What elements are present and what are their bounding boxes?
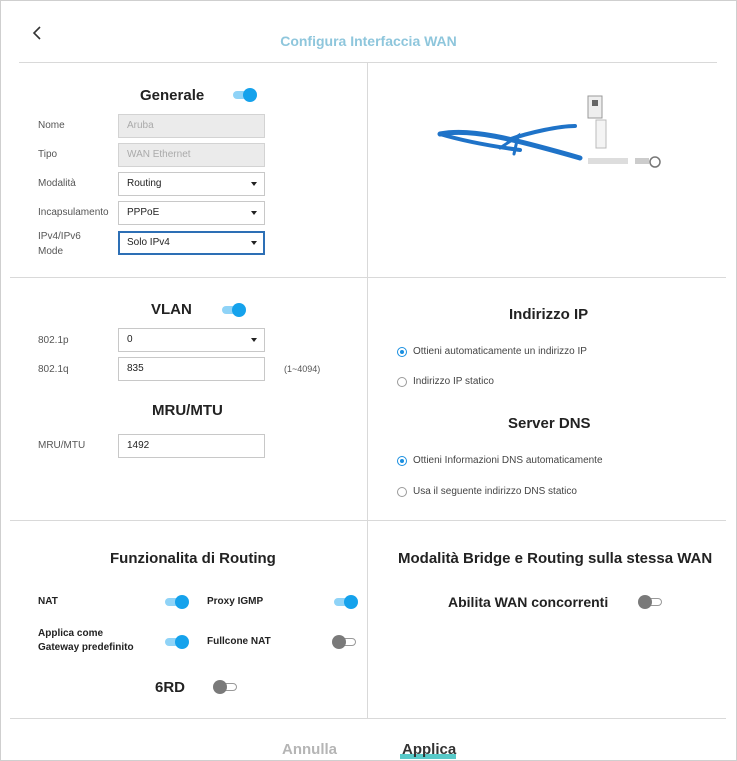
incapsulamento-label: Incapsulamento — [38, 207, 109, 218]
gateway-label-line2: Gateway predefinito — [38, 642, 134, 653]
vlan-title: VLAN — [151, 301, 192, 318]
ipv4ipv6-select[interactable] — [118, 231, 265, 255]
wan-diagram-image — [430, 88, 670, 188]
caret-down-icon — [251, 182, 257, 186]
ip-option-auto[interactable] — [397, 346, 587, 357]
generale-title: Generale — [140, 87, 205, 104]
ip-option-static-label: Indirizzo IP statico — [413, 376, 494, 387]
fullcone-label: Fullcone NAT — [207, 636, 271, 647]
dns-option-auto[interactable] — [397, 455, 603, 466]
vlan-toggle[interactable] — [220, 303, 246, 317]
ip-option-auto-label: Ottieni automaticamente un indirizzo IP — [413, 346, 587, 357]
page-title: Configura Interfaccia WAN — [280, 33, 457, 49]
divider — [19, 62, 717, 63]
proxy-igmp-toggle[interactable] — [332, 595, 358, 609]
divider — [10, 718, 726, 719]
apply-button[interactable]: Applica — [402, 741, 457, 758]
radio-checked[interactable] — [397, 347, 407, 357]
proxy-igmp-label: Proxy IGMP — [207, 596, 264, 607]
tipo-label: Tipo — [38, 149, 58, 160]
ipv4ipv6-label-line2: Mode — [38, 246, 64, 257]
dns-option-static-label: Usa il seguente indirizzo DNS statico — [413, 486, 577, 497]
routing-title: Funzionalita di Routing — [110, 550, 276, 567]
radio-unchecked[interactable] — [397, 487, 407, 497]
bridge-title: Modalità Bridge e Routing sulla stessa WAN — [398, 550, 713, 567]
p8021q-input[interactable]: 835 — [118, 357, 265, 381]
p8021p-value: 0 — [127, 334, 133, 345]
mru-title: MRU/MTU — [152, 402, 223, 419]
mru-label: MRU/MTU — [38, 440, 86, 451]
nome-label: Nome — [38, 120, 65, 131]
incapsulamento-value: PPPoE — [127, 207, 160, 218]
modalita-value: Routing — [127, 178, 162, 189]
incapsulamento-select[interactable] — [118, 201, 265, 225]
ipv4ipv6-label — [38, 231, 81, 258]
concurrent-toggle[interactable] — [638, 595, 664, 609]
sixrd-toggle[interactable] — [213, 680, 239, 694]
gateway-label — [38, 627, 134, 655]
gateway-label-line1: Applica come — [38, 628, 104, 639]
p8021q-hint: (1~4094) — [284, 364, 321, 374]
radio-unchecked[interactable] — [397, 377, 407, 387]
caret-down-icon — [251, 241, 257, 245]
tipo-field[interactable]: WAN Ethernet — [118, 143, 265, 167]
cancel-button[interactable]: Annulla — [282, 741, 337, 758]
modalita-select[interactable] — [118, 172, 265, 196]
mru-input[interactable]: 1492 — [118, 434, 265, 458]
ip-option-static[interactable] — [397, 376, 494, 387]
p8021p-label: 802.1p — [38, 335, 69, 346]
nome-field[interactable]: Aruba — [118, 114, 265, 138]
modalita-label: Modalità — [38, 178, 76, 189]
caret-down-icon — [251, 338, 257, 342]
fullcone-toggle[interactable] — [332, 635, 358, 649]
gateway-toggle[interactable] — [163, 635, 189, 649]
nat-toggle[interactable] — [163, 595, 189, 609]
ip-title: Indirizzo IP — [509, 306, 589, 323]
concurrent-label: Abilita WAN concorrenti — [448, 594, 609, 610]
caret-down-icon — [251, 211, 257, 215]
dns-option-static[interactable] — [397, 486, 577, 497]
dns-title: Server DNS — [508, 415, 591, 432]
dns-option-auto-label: Ottieni Informazioni DNS automaticamente — [413, 455, 603, 466]
divider — [10, 277, 726, 278]
divider — [10, 520, 726, 521]
nat-label: NAT — [38, 596, 58, 607]
radio-checked[interactable] — [397, 456, 407, 466]
p8021p-select[interactable] — [118, 328, 265, 352]
divider — [367, 62, 368, 718]
p8021q-label: 802.1q — [38, 364, 69, 375]
sixrd-label: 6RD — [155, 679, 186, 696]
ipv4ipv6-value: Solo IPv4 — [127, 237, 170, 248]
ipv4ipv6-label-line1: IPv4/IPv6 — [38, 231, 81, 242]
generale-toggle[interactable] — [231, 88, 257, 102]
